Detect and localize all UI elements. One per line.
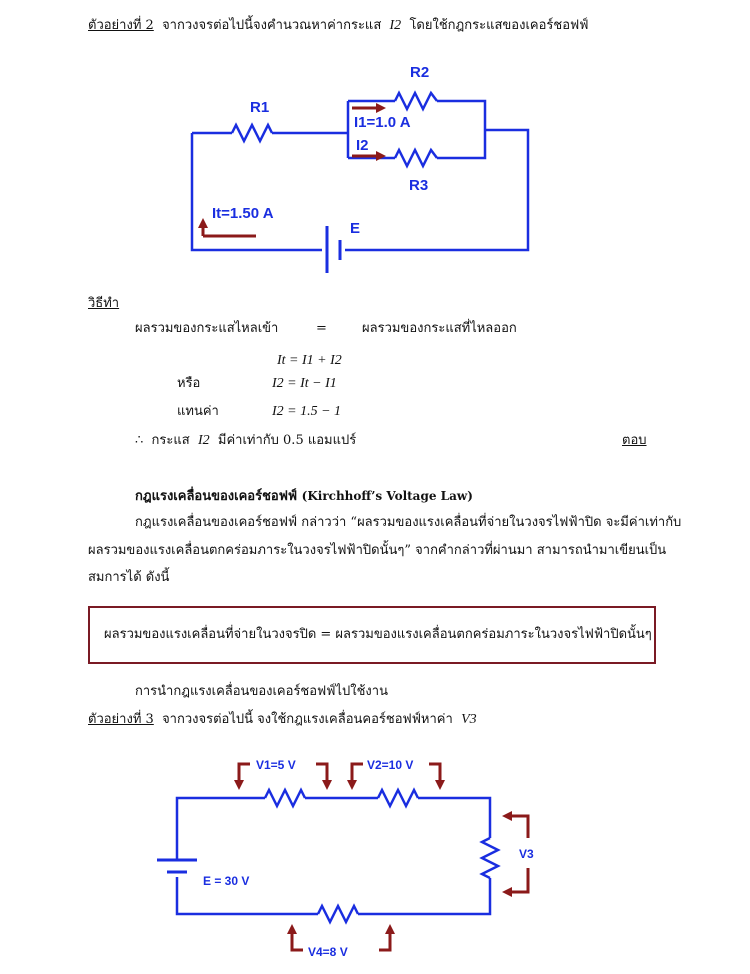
substitute-label: แทนค่า — [177, 404, 219, 419]
therefore-symbol: ∴ — [135, 433, 144, 448]
or-label: หรือ — [177, 376, 201, 391]
circuit-2-diagram — [0, 740, 750, 974]
answer-label: ตอบ — [622, 433, 647, 448]
formula-2: I2 = It − I1 — [272, 376, 337, 391]
label-v1: V1=5 V — [256, 758, 296, 772]
label-it: It=1.50 A — [212, 205, 274, 222]
resistor-v4 — [318, 906, 358, 922]
kvl-law-box — [88, 606, 656, 664]
kvl-paragraph-line-3: สมการได้ ดังนี้ — [88, 570, 170, 585]
circuit-2-wires — [177, 790, 498, 922]
label-i1: I1=1.0 A — [354, 114, 411, 131]
label-e: E — [350, 220, 361, 237]
label-v2: V2=10 V — [367, 758, 414, 772]
current-out-label: ผลรวมของกระแสที่ไหลออก — [362, 321, 517, 336]
resistor-v2 — [378, 790, 418, 806]
current-in-label: ผลรวมของกระแสไหลเข้า — [135, 321, 279, 336]
label-i2: I2 — [356, 137, 369, 154]
circuit-1-diagram — [0, 0, 750, 300]
kvl-title — [135, 487, 473, 506]
example3-text-a: จากวงจรต่อไปนี้ จงใช้กฎแรงเคลื่อนคอร์ชอฟฟ์หาค่า — [162, 712, 453, 727]
kvl-title-th: กฎแรงเคลื่อนของเคอร์ชอฟฟ์ — [135, 489, 298, 504]
kvl-apply-text: การนำกฎแรงเคลื่อนของเคอร์ชอฟฟ์ไปใช้งาน — [135, 684, 388, 699]
battery-e2 — [157, 860, 197, 872]
equals-sign: = — [316, 321, 327, 336]
example2-var: I2 — [389, 18, 402, 33]
resistor-v1 — [265, 790, 305, 806]
example3-var: V3 — [461, 712, 477, 727]
formula-1: It = I1 + I2 — [277, 353, 342, 368]
battery-e — [327, 226, 340, 273]
example2-text-b: โดยใช้กฎกระแสของเคอร์ชอฟฟ์ — [409, 18, 589, 33]
kvl-title-en: (Kirchhoff’s Voltage Law) — [301, 489, 473, 503]
solution-heading: วิธีทำ — [88, 296, 120, 311]
formula-3: I2 = 1.5 − 1 — [272, 404, 342, 419]
label-r1: R1 — [250, 99, 270, 116]
result-text-b: มีค่าเท่ากับ 0.5 แอมแปร์ — [217, 433, 357, 448]
label-e2: E = 30 V — [203, 874, 250, 888]
label-v3: V3 — [519, 847, 534, 861]
label-v4: V4=8 V — [308, 945, 348, 959]
result-var: I2 — [197, 433, 210, 448]
example3-label: ตัวอย่างที่ 3 — [88, 712, 154, 727]
resistor-r1 — [232, 125, 272, 141]
kvl-paragraph-line-1: กฎแรงเคลื่อนของเคอร์ชอฟฟ์ กล่าวว่า “ผลรวมของแรงเคลื่อนที่จ่ายในวงจรไฟฟ้าปิด จะมีค่าเท่ากับ — [135, 515, 682, 530]
label-r2: R2 — [410, 64, 430, 81]
example2-text-a: จากวงจรต่อไปนี้จงคำนวณหาค่ากระแส — [162, 18, 382, 33]
kvl-law-text: ผลรวมของแรงเคลื่อนที่จ่ายในวงจรปิด = ผลรวมของแรงเคลื่อนตกคร่อมภาระในวงจรไฟฟ้าปิดนั้นๆ — [104, 627, 652, 642]
kvl-paragraph-line-2: ผลรวมของแรงเคลื่อนตกคร่อมภาระในวงจรไฟฟ้าปิดนั้นๆ” จากคำกล่าวที่ผ่านมา สามารถนำมาเขียนเป็น — [88, 543, 667, 558]
resistor-r3 — [395, 150, 437, 166]
result-text-a: กระแส — [151, 433, 190, 448]
label-r3: R3 — [409, 177, 429, 194]
example2-label: ตัวอย่างที่ 2 — [88, 18, 154, 33]
resistor-v3 — [482, 838, 498, 878]
resistor-r2 — [395, 93, 437, 109]
result-line — [135, 432, 356, 450]
example3-heading — [88, 711, 477, 729]
